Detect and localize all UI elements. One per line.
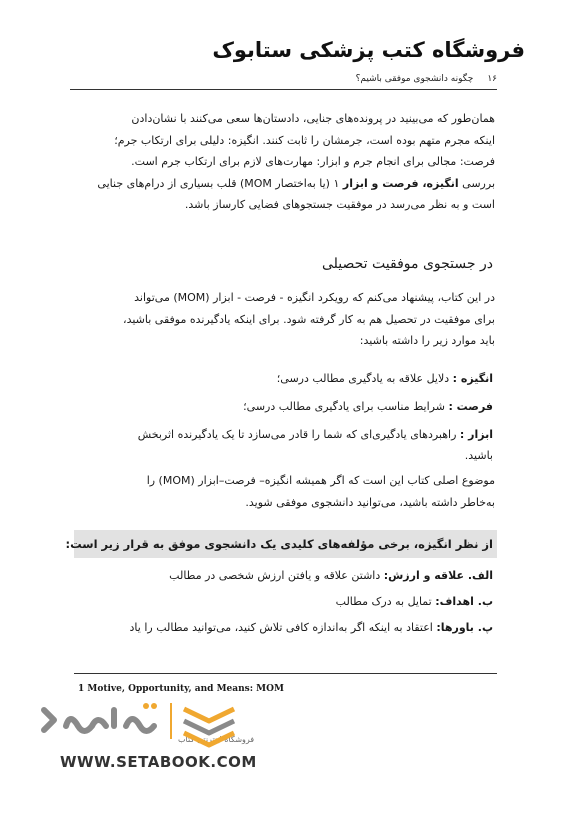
list-item-motive bbox=[80, 368, 493, 389]
section-line: برای موفقیت در تحصیل هم به کار گرفته شود. برای اینکه یادگیرنده موفقی باشید، bbox=[123, 312, 495, 326]
logo-subtitle: فروشگاه اینترنتی کتاب bbox=[178, 735, 255, 744]
topic-paragraph bbox=[75, 470, 495, 513]
logo-divider bbox=[170, 703, 172, 739]
chapter-title: چگونه دانشجوی موفقی باشیم؟ bbox=[355, 74, 474, 84]
intro-line: همان‌طور که می‌بینید در پرونده‌های جنایی، دادستان‌ها سعی می‌کنند با نشان‌دادن bbox=[131, 112, 495, 125]
running-header bbox=[70, 74, 497, 88]
list-text: تمایل به درک مطالب bbox=[335, 595, 432, 608]
setabook-logo bbox=[36, 696, 255, 746]
intro-line: اینکه مجرم متهم بوده است، جرمشان را ثابت کنند. انگیزه: دلیلی برای ارتکاب جرم؛ bbox=[114, 133, 495, 147]
list-item-goals bbox=[75, 595, 493, 608]
intro-paragraph bbox=[75, 108, 495, 216]
item-text: راهبردهای یادگیری‌ای که شما را قادر می‌سازد تا یک یادگیرنده اثربخش bbox=[137, 428, 457, 441]
intro-text: ۱ (یا به‌اختصار MOM) قلب بسیاری از درام‌های جنایی bbox=[97, 176, 340, 190]
section-line: باید موارد زیر را داشته باشید: bbox=[359, 334, 495, 347]
intro-line: است و به نظر می‌رسد در موفقیت جستجوهای فضایی کارساز باشد. bbox=[184, 198, 495, 211]
section-title: در جستجوی موفقیت تحصیلی bbox=[321, 256, 493, 272]
highlight-box: از نظر انگیزه، برخی مؤلفه‌های کلیدی یک دانشجوی موفق به قرار زیر است: bbox=[74, 530, 497, 558]
item-text: باشید. bbox=[464, 449, 493, 462]
footnote: 1 Motive, Opportunity, and Means: MOM bbox=[78, 684, 284, 694]
store-title: فروشگاه کتب پزشکی ستابوک bbox=[212, 38, 525, 62]
header-divider bbox=[70, 89, 497, 90]
list-item-opportunity bbox=[80, 396, 493, 417]
section-paragraph bbox=[75, 287, 495, 352]
item-term: فرصت : bbox=[448, 400, 493, 413]
page-number: ۱۶ bbox=[487, 74, 497, 84]
section-line: در این کتاب، پیشنهاد می‌کنم که رویکرد انگیزه - فرصت - ابزار (MOM) می‌تواند bbox=[134, 291, 495, 304]
list-label: الف. علاقه و ارزش: bbox=[383, 569, 493, 582]
list-label: پ. باورها: bbox=[436, 621, 493, 634]
intro-line: فرصت: مجالی برای انجام جرم و ابزار: مهارت‌های لازم برای ارتکاب جرم است. bbox=[131, 155, 495, 168]
item-text: دلایل علاقه به یادگیری مطالب درسی؛ bbox=[276, 372, 450, 385]
intro-text: بررسی bbox=[462, 176, 495, 190]
list-item-means bbox=[80, 424, 493, 466]
item-term: انگیزه : bbox=[452, 372, 493, 385]
topic-line: موضوع اصلی کتاب این است که اگر همیشه انگیزه– فرصت–ابزار (MOM) را bbox=[146, 474, 495, 487]
intro-bold-term: انگیزه، فرصت و ابزار bbox=[342, 176, 459, 190]
topic-line: به‌خاطر داشته باشید، می‌توانید دانشجوی موفقی شوید. bbox=[245, 495, 495, 509]
item-term: ابزار : bbox=[459, 428, 493, 441]
item-text: شرایط مناسب برای یادگیری مطالب درسی؛ bbox=[243, 400, 445, 413]
list-item-interest bbox=[75, 569, 493, 582]
list-text: داشتن علاقه و یافتن ارزش شخصی در مطالب bbox=[169, 569, 381, 582]
intro-line bbox=[75, 173, 495, 195]
list-text: اعتقاد به اینکه اگر به‌اندازه کافی تلاش کنید، می‌توانید مطالب را یاد bbox=[129, 621, 433, 634]
website-url[interactable]: WWW.SETABOOK.COM bbox=[60, 753, 257, 771]
footnote-divider bbox=[74, 673, 497, 674]
chevron-logo-icon bbox=[180, 703, 238, 749]
list-item-beliefs bbox=[75, 621, 493, 634]
list-label: ب. اهداف: bbox=[435, 595, 493, 608]
